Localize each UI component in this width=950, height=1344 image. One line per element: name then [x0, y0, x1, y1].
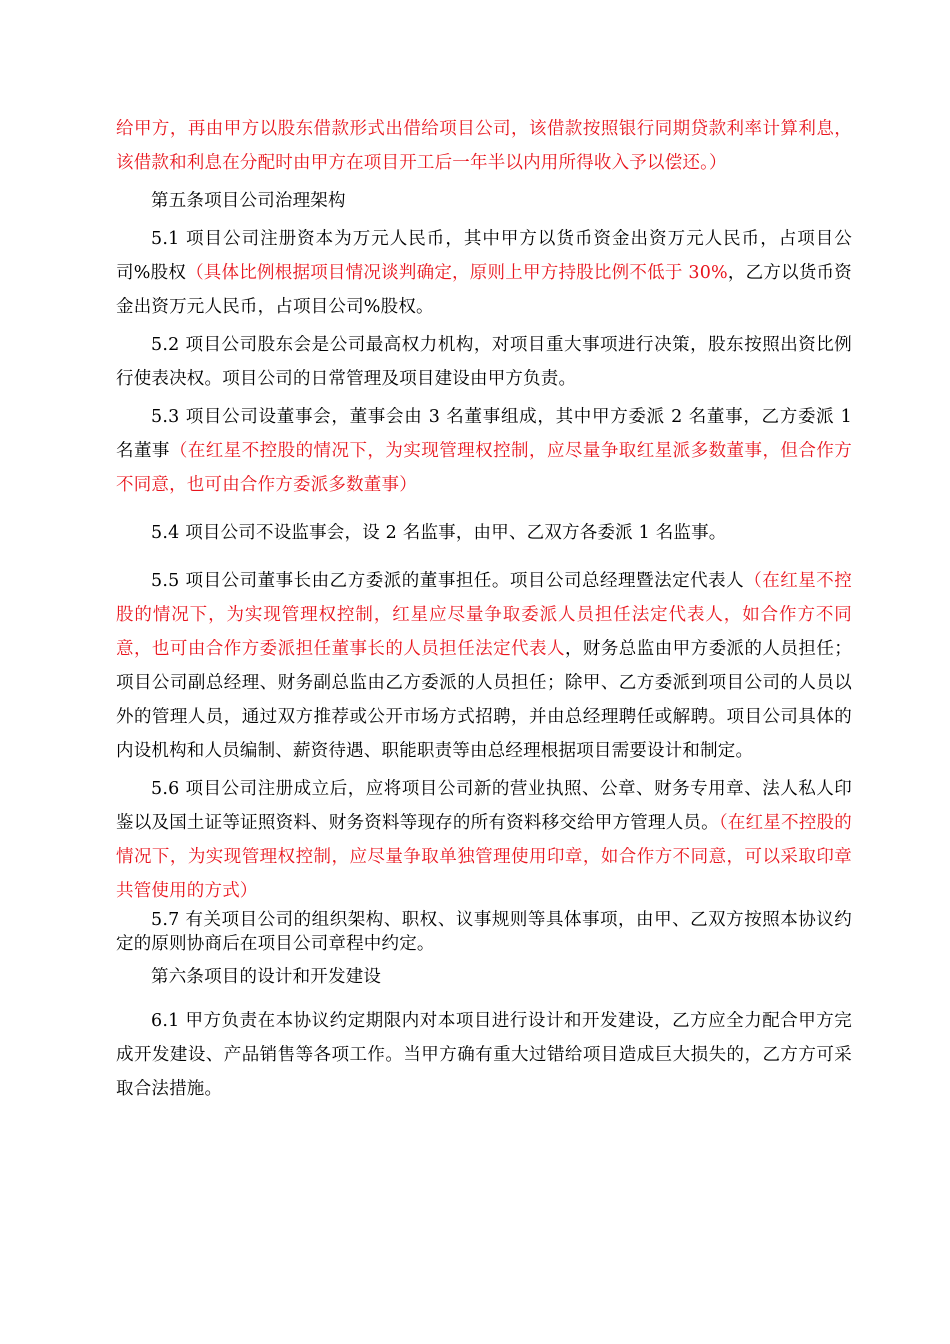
clause-6-1: 6.1 甲方负责在本协议约定期限内对本项目进行设计和开发建设，乙方应全力配合甲方完成开发建设、产品销售等各项工作。当甲方确有重大过错给项目造成巨大损失的，乙方方可采取合法措施。 [116, 1011, 852, 1099]
red-annotation: （在红星不控股的情况下，为实现管理权控制，应尽量争取红星派多数董事，但合作方不同意，也可由合作方委派多数董事） [116, 441, 852, 495]
article-6-heading: 第六条项目的设计和开发建设 [151, 967, 382, 987]
paragraph-loan-continuation [116, 112, 852, 180]
red-annotation: （具体比例根据项目情况谈判确定，原则上甲方持股比例不低于 30% [186, 263, 728, 283]
clause-text: 5.5 项目公司董事长由乙方委派的董事担任。项目公司总经理暨法定代表人 [151, 571, 745, 591]
clause-text: ，财务总监由甲方委派的人员担任；项目公司副总经理、财务副总监由乙方委派的人员担任；除甲、乙方委派到项目公司的人员以外的管理人员，通过双方推荐或公开市场方式招聘，并由总经理聘任或解聘。项目公司具体的内设机构和人员编制、薪资待遇、职能职责等由总经理根据项目需要设计和制定。 [116, 639, 852, 761]
clause-5-5 [116, 564, 852, 768]
clause-5-3 [116, 400, 852, 502]
red-annotation: 给甲方，再由甲方以股东借款形式出借给项目公司，该借款按照银行同期贷款利率计算利息，该借款和利息在分配时由甲方在项目开工后一年半以内用所得收入予以偿还。） [116, 119, 852, 173]
red-annotation: （在红星不控股的情况下，为实现管理权控制，红星应尽量争取委派人员担任法定代表人，如合作方不同意，也可由合作方委派担任董事长的人员担任法定代表人 [116, 571, 852, 659]
document-page [116, 112, 852, 1106]
clause-5-4: 5.4 项目公司不设监事会，设 2 名监事，由甲、乙双方各委派 1 名监事。 [151, 523, 727, 543]
article-5-heading: 第五条项目公司治理架构 [151, 191, 346, 211]
clause-text: 5.6 项目公司注册成立后，应将项目公司新的营业执照、公章、财务专用章、法人私人印鉴以及国土证等证照资料、财务资料等现存的所有资料移交给甲方管理人员。 [116, 779, 852, 833]
clause-text: ，乙方以货币资金出资万元人民币，占项目公司%股权。 [116, 263, 852, 317]
clause-5-6 [116, 772, 852, 908]
red-annotation: （在红星不控股的情况下，为实现管理权控制，应尽量争取单独管理使用印章，如合作方不同意，可以采取印章共管使用的方式） [116, 813, 852, 901]
clause-5-2: 5.2 项目公司股东会是公司最高权力机构，对项目重大事项进行决策，股东按照出资比例行使表决权。项目公司的日常管理及项目建设由甲方负责。 [116, 335, 852, 389]
clause-text: 5.3 项目公司设董事会，董事会由 3 名董事组成，其中甲方委派 2 名董事，乙方委派 1 名董事 [116, 407, 852, 461]
clause-text: 5.1 项目公司注册资本为万元人民币，其中甲方以货币资金出资万元人民币，占项目公司%股权 [116, 229, 852, 283]
clause-5-1 [116, 222, 852, 324]
clause-5-7: 5.7 有关项目公司的组织架构、职权、议事规则等具体事项，由甲、乙双方按照本协议约定的原则协商后在项目公司章程中约定。 [116, 910, 852, 954]
